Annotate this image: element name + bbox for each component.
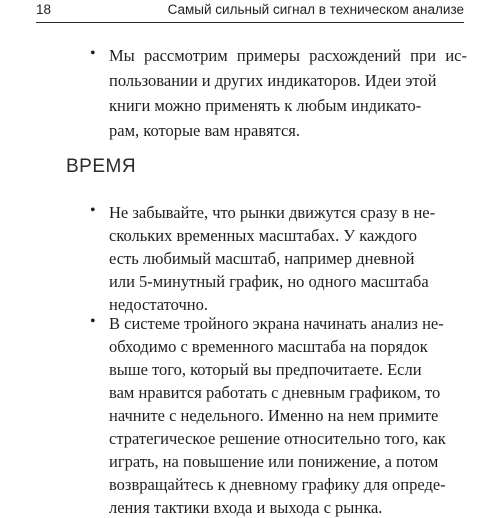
bullet-icon: • <box>90 202 96 219</box>
paragraph-line: В системе тройного экрана начинать анализ не- <box>109 314 444 333</box>
paragraph-line: Мы рассмотрим примеры расхождений при ис- <box>109 46 467 65</box>
paragraph-line: книги можно применять к любым индикато- <box>109 96 422 115</box>
paragraph-line: стратегическое решение относительно того, как <box>109 429 446 448</box>
paragraph-line: есть любимый масштаб, например дневной <box>109 249 415 268</box>
paragraph-line: обходимо с временного масштаба на порядок <box>109 337 428 356</box>
paragraph-line: возвращайтесь к дневному графику для опреде- <box>109 475 446 494</box>
paragraph-line: скольких временных масштабах. У каждого <box>109 226 417 245</box>
paragraph-line: пользовании и других индикаторов. Идеи этой <box>109 71 437 90</box>
paragraph-line: ления тактики входа и выхода с рынка. <box>109 498 383 517</box>
section-heading: ВРЕМЯ <box>66 156 137 177</box>
chapter-title: Самый сильный сигнал в техническом анализе <box>167 2 464 17</box>
paragraph-line: рам, которые вам нравятся. <box>109 121 300 140</box>
paragraph-line: Не забывайте, что рынки движутся сразу в не- <box>109 203 436 222</box>
bullet-icon: • <box>90 45 96 62</box>
page-number: 18 <box>36 2 52 17</box>
bullet-icon: • <box>90 313 96 330</box>
paragraph-line: или 5-минутный график, но одного масштаба <box>109 272 429 291</box>
paragraph-line: недостаточно. <box>109 295 208 314</box>
paragraph-line: начните с недельного. Именно на нем примите <box>109 406 439 425</box>
paragraph-line: вам нравится работать с дневным графиком, то <box>109 383 441 402</box>
running-head <box>36 0 464 23</box>
paragraph-line: играть, на повышение или понижение, а потом <box>109 452 439 471</box>
paragraph-line: выше того, который вы предпочитаете. Если <box>109 360 422 379</box>
